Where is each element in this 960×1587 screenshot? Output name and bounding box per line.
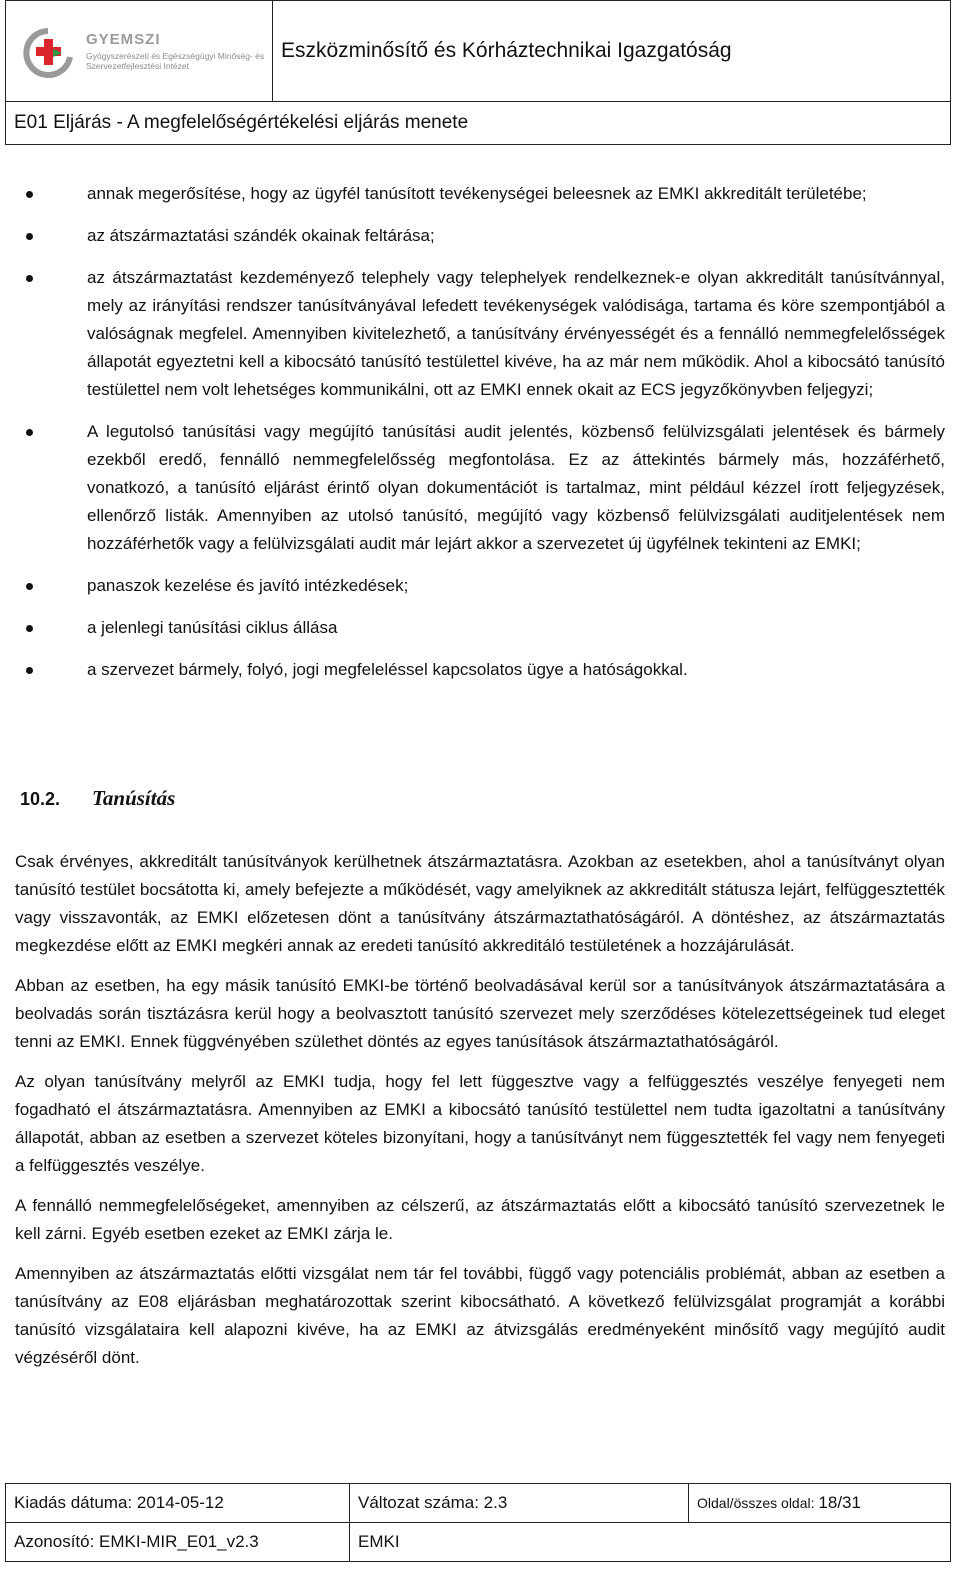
body-paragraphs bbox=[15, 848, 945, 1384]
section-title: Tanúsítás bbox=[92, 786, 176, 810]
list-item: a szervezet bármely, folyó, jogi megfeleléssel kapcsolatos ügye a hatóságokkal. bbox=[57, 656, 945, 684]
page-label: Oldal/összes oldal: bbox=[697, 1495, 819, 1511]
list-item: panaszok kezelése és javító intézkedések; bbox=[57, 572, 945, 600]
section-heading bbox=[20, 786, 175, 811]
list-item: annak megerősítése, hogy az ügyfél tanúsított tevékenységei beleesnek az EMKI akkreditált területébe; bbox=[57, 180, 945, 208]
organization-name: Eszközminősítő és Kórháztechnikai Igazgatóság bbox=[273, 1, 951, 102]
logo-cell bbox=[6, 1, 273, 102]
list-item: A legutolsó tanúsítási vagy megújító tanúsítási audit jelentés, közbenső felülvizsgálati jelentések és bármely ezekből eredő, fennálló nemmegfelelősség megfontolása. Ez az áttekintés bármely más, hozzáférhető, vonatkozó, a tanúsító eljárást érintő olyan dokumentációt is tartalmaz, mint például kézzel írott feljegyzések, ellenőrző listák. Amennyiben az utolsó tanúsító, megújító vagy közbenső felülvizsgálati auditjelentések nem hozzáférhetők vagy a felülvizsgálati audit már lejárt akkor a szervezetet új ügyfélnek tekinteni az EMKI; bbox=[57, 418, 945, 558]
footer-table bbox=[5, 1483, 951, 1562]
document-owner: EMKI bbox=[350, 1523, 951, 1562]
list-item: a jelenlegi tanúsítási ciklus állása bbox=[57, 614, 945, 642]
issue-date: Kiadás dátuma: 2014-05-12 bbox=[6, 1484, 350, 1523]
bullet-list-section bbox=[57, 180, 945, 698]
version-number: Változat száma: 2.3 bbox=[350, 1484, 689, 1523]
section-number: 10.2. bbox=[20, 789, 61, 809]
header-table bbox=[5, 0, 951, 145]
paragraph: A fennálló nemmegfelelőségeket, amennyiben az célszerű, az átszármaztatás előtt a kibocsátó tanúsító szervezetnek le kell zárni. Egyéb esetben ezeket az EMKI zárja le. bbox=[15, 1196, 945, 1243]
bullet-list bbox=[57, 180, 945, 684]
paragraph: Amennyiben az átszármaztatás előtti vizsgálat nem tár fel további, függő vagy potenciális problémát, abban az esetben a tanúsítvány az E08 eljárásban meghatározottak szerint kibocsátható. A következő felülvizsgálat programját a korábbi tanúsító vizsgálataira kell alapozni kivéve, ha az EMKI az átvizsgálás eredményeként minősítő vagy megújító audit végzéséről dönt. bbox=[15, 1264, 945, 1367]
page-indicator bbox=[689, 1484, 951, 1523]
logo-subtitle: Gyógyszerészeti és Egészségügyi Minőség- és Szervezetfejlesztési Intézet bbox=[86, 51, 265, 71]
paragraph: Abban az esetben, ha egy másik tanúsító EMKI-be történő beolvadásával kerül sor a tanúsítványok átszármaztatására a beolvadás során tisztázásra kerül hogy a beolvasztott tanúsító szervezet mely szerződéses kötelezettségeinek tud eleget tenni az EMKI. Ennek függvényében születhet döntés az egyes tanúsítások átszármaztathatóságáról. bbox=[15, 976, 945, 1051]
document-identifier: Azonosító: EMKI-MIR_E01_v2.3 bbox=[6, 1523, 350, 1562]
logo-cross-icon bbox=[14, 27, 82, 79]
list-item: az átszármaztatási szándék okainak feltárása; bbox=[57, 222, 945, 250]
document-title: E01 Eljárás - A megfelelőségértékelési eljárás menete bbox=[6, 102, 951, 145]
paragraph: Csak érvényes, akkreditált tanúsítványok kerülhetnek átszármaztatásra. Azokban az esetekben, ahol a tanúsítványt olyan tanúsító testület bocsátotta ki, amely befejezte a működését, vagy amelyiknek az akkreditált státusza lejárt, felfüggesztették vagy visszavonták, az EMKI előzetesen dönt a tanúsítvány átszármaztathatóságáról. A döntéshez, az átszármaztatás megkezdése előtt az EMKI megkéri annak az eredeti tanúsító akkreditáló testületének a hozzájárulását. bbox=[15, 852, 945, 955]
list-item: az átszármaztatást kezdeményező telephely vagy telephelyek rendelkeznek-e olyan akkreditált tanúsítvánnyal, mely az irányítási rendszer tanúsítványával lefedett tevékenységek valódisága, tartama és köre szempontjából a valóságnak megfelel. Amennyiben kivitelezhető, a tanúsítvány érvényességét és a fennálló nemmegfelelősségek állapotát egyeztetni kell a kibocsátó tanúsító testülettel kivéve, ha az már nem működik. Ahol a kibocsátó tanúsító testülettel nem volt lehetséges kommunikálni, ott az EMKI ennek okait az ECS jegyzőkönyvben feljegyzi; bbox=[57, 264, 945, 404]
page-value: 18/31 bbox=[818, 1493, 861, 1512]
paragraph: Az olyan tanúsítvány melyről az EMKI tudja, hogy fel lett függesztve vagy a felfüggesztés veszélye fenyegeti nem fogadható el átszármaztatásra. Amennyiben az EMKI a kibocsátó tanúsító testülettel nem tudta igazoltatni a tanúsítvány állapotát, abban az esetben a szervezet köteles bizonyítani, hogy a tanúsítványt nem függesztették fel vagy nem fenyegeti a felfüggesztés veszélye. bbox=[15, 1072, 945, 1175]
gyemszi-logo bbox=[14, 27, 269, 79]
logo-name: GYEMSZI bbox=[86, 31, 161, 48]
